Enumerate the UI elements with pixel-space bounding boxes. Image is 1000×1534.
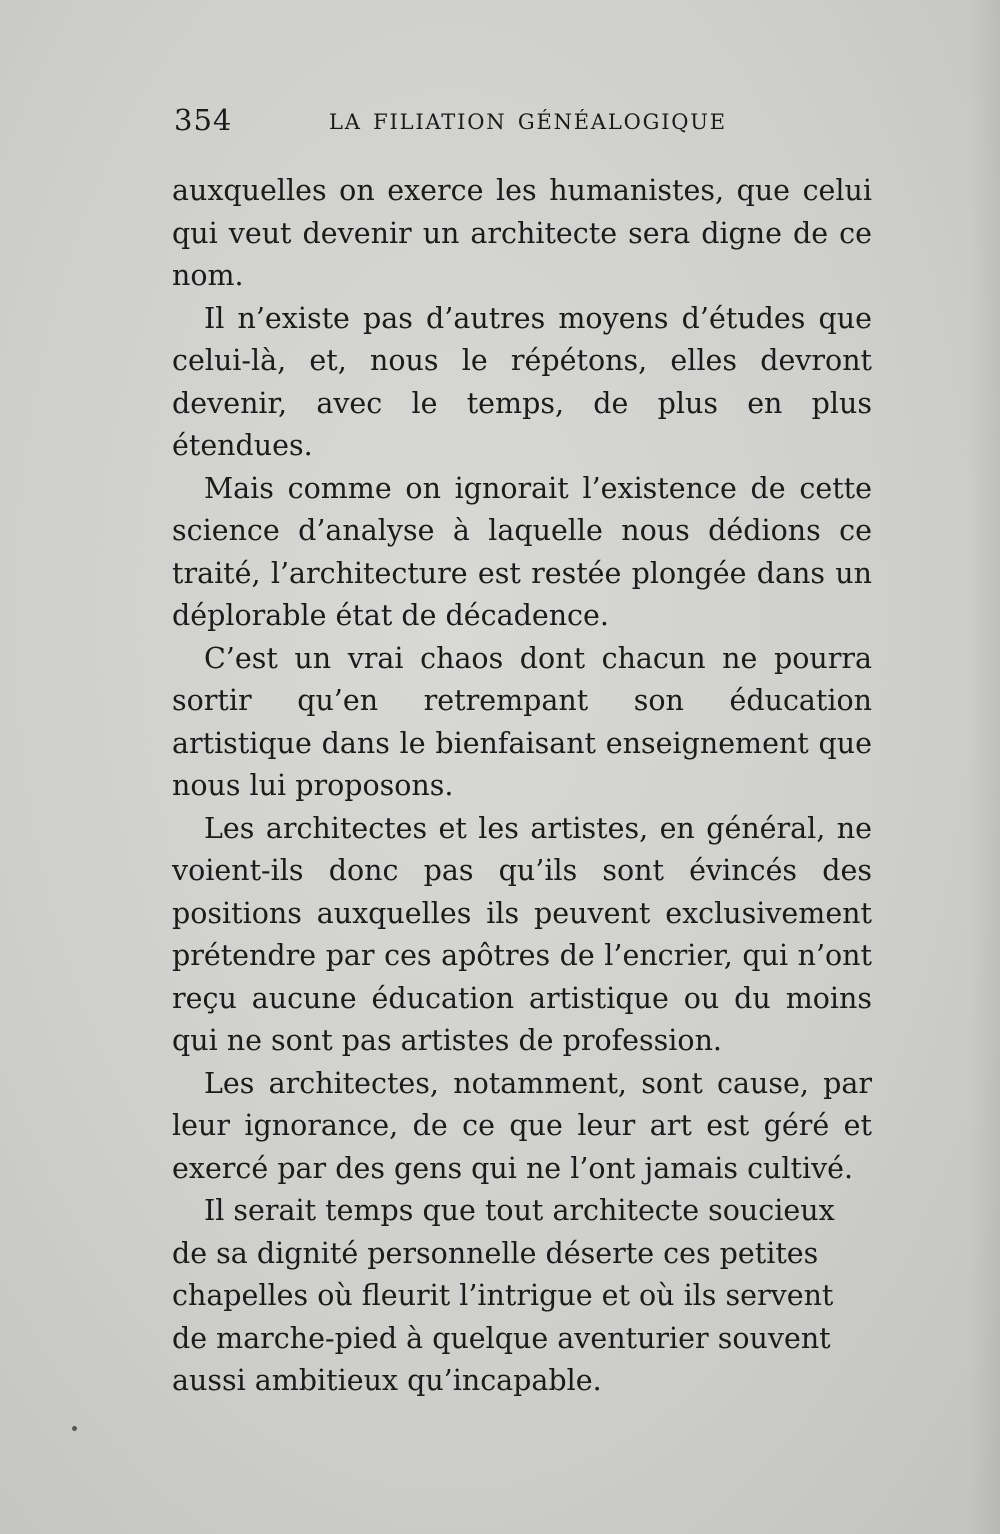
paragraph: Les architectes, notamment, sont cause, par leur ignorance, de ce que leur art est géré et exercé par des gens qui ne l’ont jamais cultivé.	[172, 1066, 872, 1185]
ink-speck	[72, 1426, 77, 1431]
page-number: 354	[174, 103, 233, 137]
running-head	[174, 98, 874, 142]
paragraph: C’est un vrai chaos dont chacun ne pourra sortir qu’en retrempant son éducation artistique dans le bienfaisant enseignement que nous lui proposons.	[172, 641, 872, 802]
paragraph-continued: auxquelles on exerce les humanistes, que celui qui veut devenir un architecte sera digne de ce nom.	[172, 174, 872, 292]
running-title: LA FILIATION GÉNÉALOGIQUE	[329, 110, 727, 134]
paragraph: Mais comme on ignorait l’existence de cette science d’analyse à laquelle nous dédions ce traité, l’architecture est restée plongée dans un déplorable état de décadence.	[172, 471, 872, 632]
body-text	[172, 170, 872, 1403]
paragraph-last: Il serait temps que tout architecte soucieux de sa dignité personnelle déserte ces petites chapelles où fleurit l’intrigue et où ils servent de marche-pied à quelque aventurier souvent aussi ambitieux qu’incapable.	[172, 1194, 835, 1397]
paragraph: Il n’existe pas d’autres moyens d’études que celui-là, et, nous le répétons, elles devront devenir, avec le temps, de plus en plus étendues.	[172, 301, 872, 462]
page-edge-shadow	[970, 0, 1000, 1534]
paragraph: Les architectes et les artistes, en général, ne voient-ils donc pas qu’ils sont évincés des positions auxquelles ils peuvent exclusivement prétendre par ces apôtres de l’encrier, qui n’ont reçu aucune éducation artistique ou du moins qui ne sont pas artistes de profession.	[172, 811, 872, 1057]
